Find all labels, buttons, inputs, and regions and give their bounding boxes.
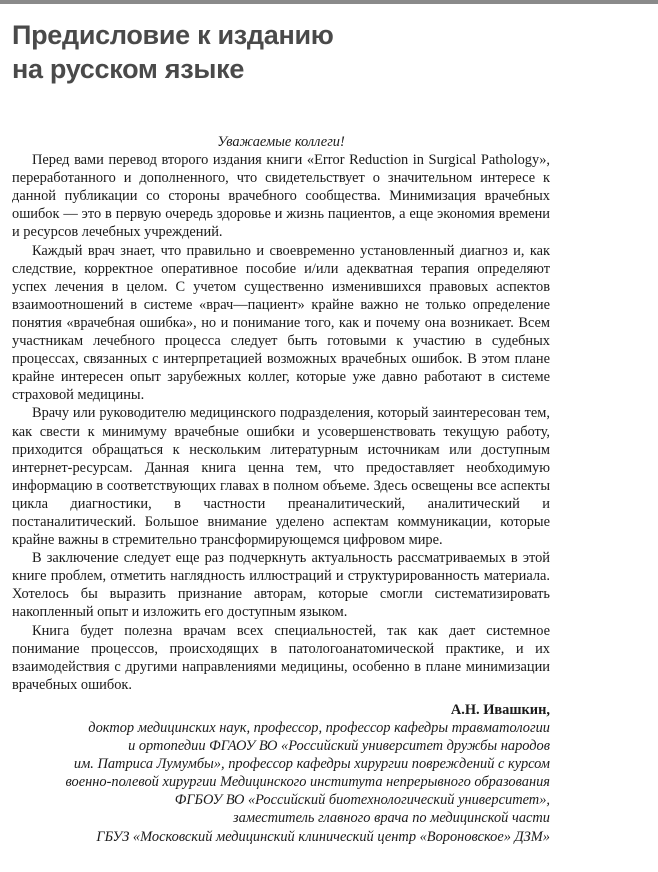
paragraph-1: Перед вами перевод второго издания книги «Error Reduction in Surgical Pathology», переработанного и дополненного, что свидетельствует о значительном интересе к данной публикации со стороны врачебного сообщества. Минимизация врачебных ошибок — это в первую очередь здоровье и жизнь пациентов, а еще экономия времени и ресурсов лечебных учреждений. (12, 152, 550, 241)
top-rule (0, 0, 658, 4)
signature-line: заместитель главного врача по медицинской части (233, 810, 550, 827)
signature-line: им. Патриса Лумумбы», профессор кафедры хирургии повреждений с курсом (73, 756, 550, 773)
greeting: Уважаемые коллеги! (217, 134, 345, 150)
signature-line: и ортопедии ФГАОУ ВО «Российский университет дружбы народов (128, 738, 550, 755)
signature-block (12, 701, 550, 846)
signature-name: А.Н. Ивашкин, (450, 701, 550, 718)
preface-body (12, 133, 550, 846)
signature-line: ФГБОУ ВО «Российский биотехнологический университет», (174, 792, 550, 809)
page-title (12, 18, 612, 86)
title-line-2: на русском языке (12, 54, 245, 84)
paragraph-4: В заключение следует еще раз подчеркнуть актуальность рассматриваемых в этой книге проблем, отметить наглядность иллюстраций и структурированность материала. Хотелось бы выразить признание авторам, которые смогли систематизировать накопленный опыт и изложить его доступным языком. (12, 550, 550, 621)
signature-line: доктор медицинских наук, профессор, профессор кафедры травматологии (88, 720, 550, 736)
paragraph-3: Врачу или руководителю медицинского подразделения, который заинтересован тем, как свести к минимуму врачебные ошибки и усовершенствовать текущую работу, приходится обращаться к нескольким литературным источникам или доступным интернет-ресурсам. Данная книга ценна тем, что предоставляет необходимую информацию в соответствующих главах в полном объеме. Здесь освещены все аспекты цикла диагностики, в частности преаналитический, аналитический и постаналитический. Большое внимание уделено аспектам коммуникации, которые крайне важны в стремительно трансформирующемся цифровом мире. (12, 405, 550, 549)
signature-line: военно-полевой хирургии Медицинского института непрерывного образования (65, 774, 550, 791)
signature-line: ГБУЗ «Московский медицинский клинический центр «Вороновское» ДЗМ» (96, 828, 550, 845)
paragraph-2: Каждый врач знает, что правильно и своевременно установленный диагноз и, как следствие, корректное оперативное пособие и/или адекватная терапия определяют успех лечения в целом. С учетом существенно изменившихся правовых аспектов взаимоотношений в системе «врач—пациент» крайне важно не только определение понятия «врачебная ошибка», но и понимание того, как и почему она возникает. Всем участникам лечебного процесса следует быть готовыми к участию в судебных процессах, связанных с интерпретацией возможных врачебных ошибок. В этом плане крайне интересен опыт зарубежных коллег, которые уже давно работают в системе страховой медицины. (12, 242, 550, 404)
title-line-1: Предисловие к изданию (12, 20, 334, 50)
paragraph-5: Книга будет полезна врачам всех специальностей, так как дает системное понимание процессов, происходящих в патологоанатомической практике, и их взаимодействия с другими направлениями медицины, особенно в плане минимизации врачебных ошибок. (12, 622, 550, 693)
